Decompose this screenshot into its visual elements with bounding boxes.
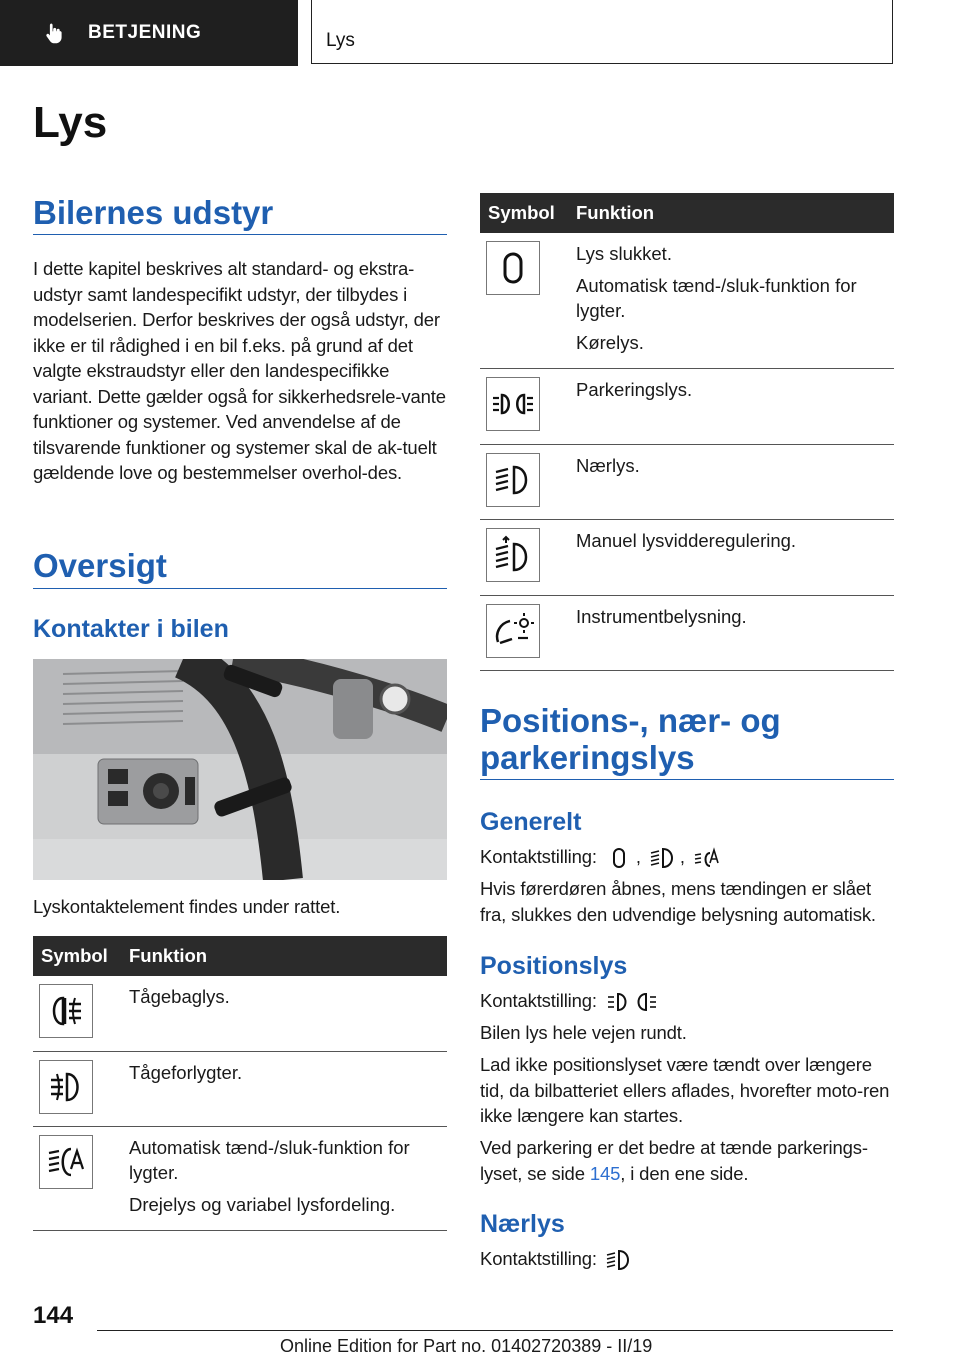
low-beam-icon [650,846,676,870]
positions-heading-rule [480,779,894,780]
function-text: Tågebaglys. [129,986,230,1007]
function-text: Kørelys. [576,332,644,353]
low-beam-icon [490,457,536,503]
table-row [480,445,894,520]
switch-label: Kontaktstilling: [480,846,597,867]
col-symbol-header: Symbol [33,936,121,976]
switch-label: Kontaktstilling: [480,1248,597,1269]
col-symbol-header: Symbol [480,193,568,233]
lights-off-zero-icon [606,846,632,870]
table-row [480,369,894,445]
parking-light-icon [490,381,536,427]
naerlys-heading: Nærlys [480,1210,565,1238]
table-row [33,1051,447,1126]
positions-heading: Positions-, nær- og parkeringslys [480,702,781,776]
equipment-heading: Bilernes udstyr [33,194,274,231]
instrument-lighting-icon [490,608,536,654]
general-switch-line: Kontaktstilling: , , [480,844,724,870]
function-text: Automatisk tænd-/sluk-funktion for lygter. [129,1136,410,1183]
table-row [33,1126,447,1230]
positionslys-text-2: Lad ikke positionslyset være tændt over længere tid, da bilbatteriet ellers aflades, hvorefter moto-ren ikke længere kan startes. [480,1054,890,1126]
page-title: Lys [33,98,108,147]
light-switch-photo [33,659,447,880]
header-section-tab [0,0,298,66]
general-heading: Generelt [480,808,582,836]
function-text: Lys slukket. [576,243,672,264]
parking-light-icon [606,990,658,1014]
auto-headlight-icon [694,846,720,870]
function-text: Nærlys. [576,455,640,476]
col-function-header: Funktion [568,193,894,233]
footer-edition: Online Edition for Part no. 01402720389 - II/19 [280,1336,653,1356]
function-text: Manuel lysvidderegulering. [576,530,797,551]
positionslys-text-1: Bilen lys hele vejen rundt. [480,1022,687,1043]
function-text: Instrumentbelysning. [576,606,747,627]
naerlys-switch-line [480,1246,636,1272]
auto-headlight-icon [43,1139,89,1185]
header-chapter-label: Lys [326,30,355,51]
lights-off-zero-icon [490,245,536,291]
overview-heading-rule [33,588,447,589]
equipment-heading-rule [33,234,447,235]
table-row [33,976,447,1051]
footer-rule [97,1330,893,1331]
positionslys-heading: Positionslys [480,952,628,980]
positionslys-switch-line [480,988,662,1014]
table-row [480,596,894,671]
symbol-table-right [480,193,894,671]
switch-label: Kontaktstilling: [480,990,597,1011]
function-text: Drejelys og variabel lysfordeling. [129,1193,396,1215]
function-text: Automatisk tænd-/sluk-funktion for lygter. [576,275,857,321]
page-ref-link[interactable]: 145 [589,1162,621,1184]
overview-subheading: Kontakter i bilen [33,615,229,643]
page-number: 144 [33,1302,74,1329]
header-section-label: BETJENING [88,22,202,43]
low-beam-icon [606,1248,632,1272]
positionslys-text-3: Ved parkering er det bedre at tænde parkerings-lyset, se side 145, i den ene side. [480,1137,868,1184]
headlight-range-icon [490,532,536,578]
table-row [480,233,894,369]
symbol-table-left [33,936,447,1231]
rear-fog-light-icon [43,988,89,1034]
overview-heading: Oversigt [33,547,167,584]
table-row [480,520,894,596]
equipment-body: I dette kapitel beskrives alt standard- og ekstra-udstyr samt landespecifikt udstyr, der tilbydes i modelserien. Derfor beskrives der også udstyr, der ikke er til rådighed i en bil f.eks. på grund af det valgte ekstraudstyr eller den landespecifikke variant. Dette gælder også for sikkerhedsrele-vante funktioner og systemer. Ved anvendelse af de tilsvarende funktioner og systemer skal de ak-tuelt gældende love og bestemmelser overhol-des. [33,258,446,483]
front-fog-light-icon [43,1064,89,1110]
hand-pointer-icon [42,21,66,45]
col-function-header: Funktion [121,936,447,976]
general-text: Hvis førerdøren åbnes, mens tændingen er slået fra, slukkes den udvendige belysning automatisk. [480,878,876,925]
header-chapter-box [311,0,893,64]
function-text: Parkeringslys. [576,379,693,400]
function-text: Tågeforlygter. [129,1061,243,1083]
photo-caption: Lyskontaktelement findes under rattet. [33,896,341,917]
